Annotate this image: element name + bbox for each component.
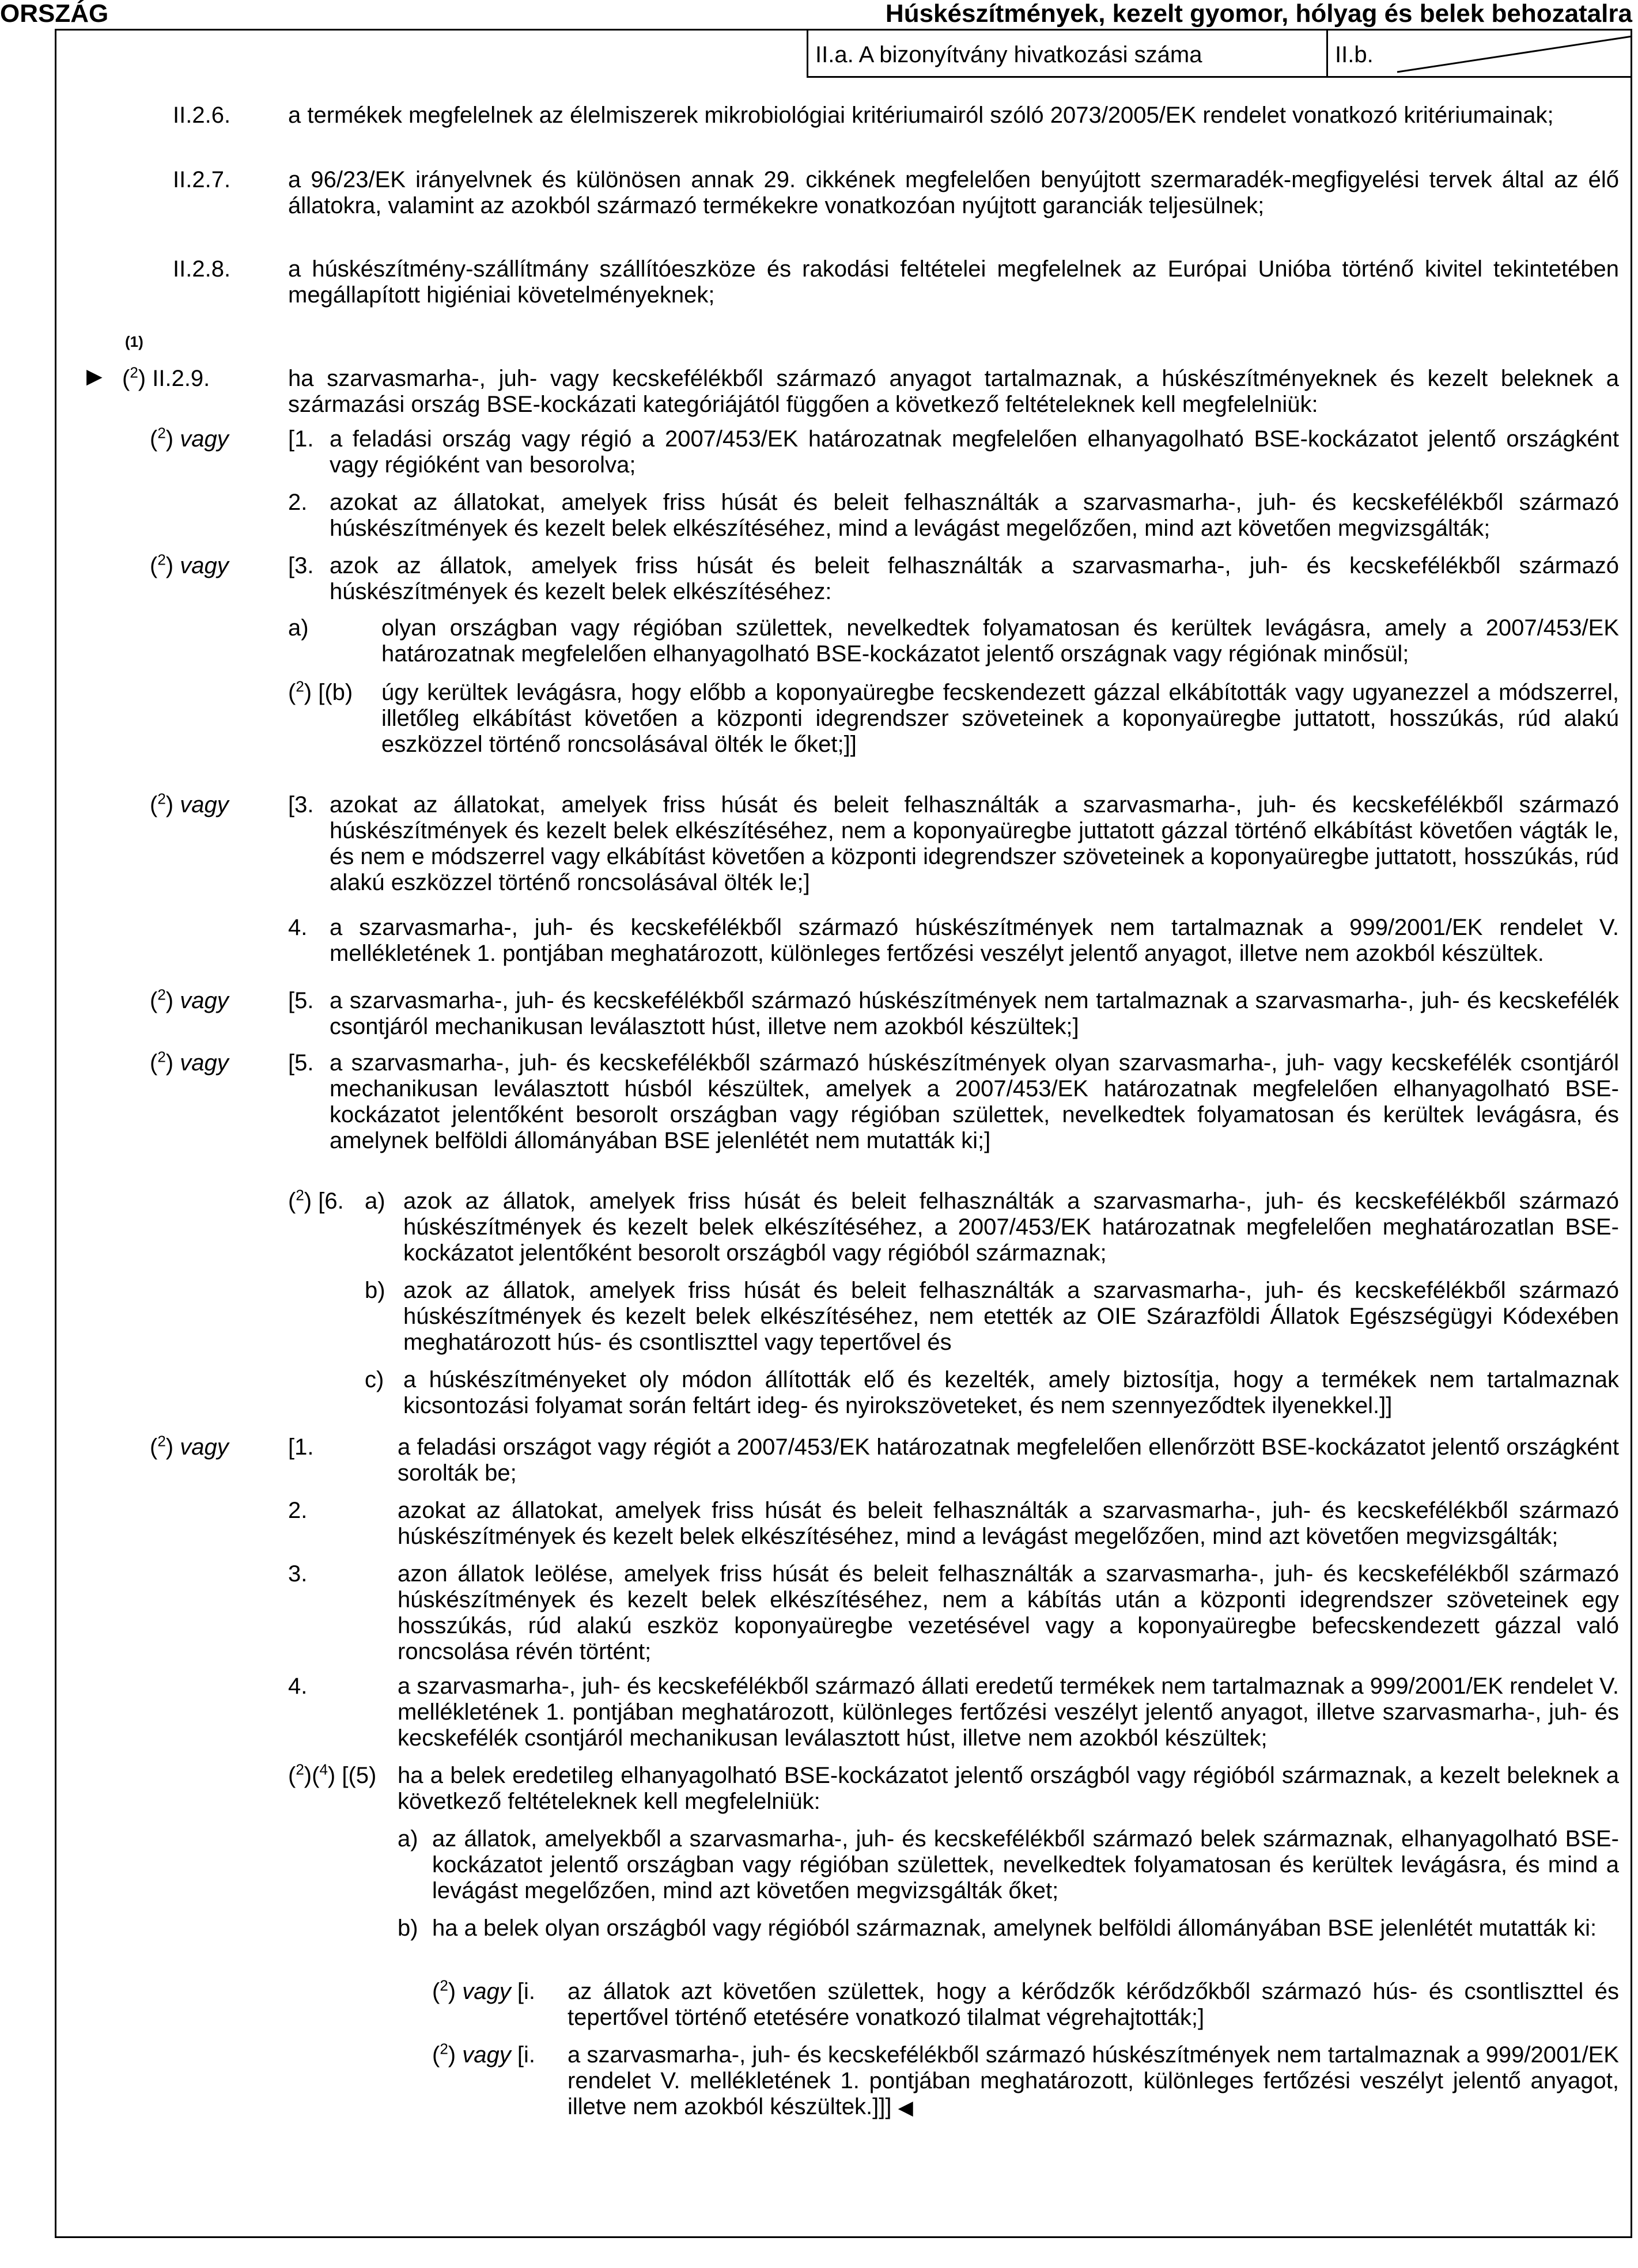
point-lead: [6. — [318, 1188, 344, 1214]
point-text: azon állatok leölése, amelyek friss húsát és beleit felhasználták a szarvasmarha-, juh- és kecskefélékből származó húskészítmények és kezelt belek elkészítéséhez, nem a kábítás után a központi idegrendszer szöveteinek egy hosszúkás, rúd alakú eszköz koponyaüregbe vezetésével vagy a koponyaüregbe befecskendezett gázzal való roncsolása révén történt; — [398, 1561, 1619, 1664]
point-text: úgy kerültek levágásra, hogy előbb a koponyaüregbe fecskendezett gázzal elkábították vagy ugyanezzel a módszerrel, illetőleg elkábítást követően a központi idegrendszer szöveteinek a koponyaüregbe juttatott, hosszúkás, rúd alakú eszközzel történő roncsolásával ölték le őket;]] — [381, 680, 1619, 757]
point-lead: [3. — [288, 553, 314, 578]
point-lead: 4. — [288, 915, 308, 940]
point-lead: b) — [365, 1278, 385, 1303]
point-text: ha a belek olyan országból vagy régióból származnak, amelynek belföldi állományában BSE jelenlétét mutatták ki: — [432, 1915, 1597, 1941]
option-vagy: vagy — [180, 553, 229, 578]
footnote-ref: 2 — [157, 1432, 166, 1450]
item-number: II.2.8. — [173, 256, 231, 282]
point-lead: c) — [365, 1367, 384, 1392]
point-text: a feladási ország vagy régió a 2007/453/EK határozatnak megfelelően elhanyagolható BSE-kockázatot jelentő országként vagy régióként van besorolva; — [330, 426, 1619, 478]
point-lead: [i. — [517, 2042, 535, 2068]
option-vagy: vagy — [180, 1434, 229, 1460]
cert-ref-cell — [807, 29, 1328, 78]
cert-ref-label: II.a. A bizonyítvány hivatkozási száma — [815, 42, 1202, 67]
point-lead: [5. — [288, 1050, 314, 1076]
point-lead: [i. — [517, 1979, 535, 2004]
page-title: Húskészítmények, kezelt gyomor, hólyag és belek behozatalra — [885, 0, 1632, 28]
point-lead: [(b) — [318, 680, 353, 705]
diagonal-strike — [1328, 31, 1632, 77]
point-text: azokat az állatokat, amelyek friss húsát és beleit felhasználták a szarvasmarha-, juh- és kecskefélékből származó húskészítmények és kezelt belek elkészítéséhez, nem a koponyaüregbe juttatott gázzal történő elkábítást követően vágták le, és nem e módszerrel vagy elkábítást követően a központi idegrendszer szöveteinek a koponyaüregbe juttatott, hosszúkás, rúd alakú eszközzel történő roncsolásával ölték le;] — [330, 792, 1619, 895]
footnote-ref: 2 — [296, 1760, 304, 1778]
point-lead: [1. — [288, 1434, 314, 1460]
iib-label: II.b. — [1335, 42, 1374, 67]
footnote-ref: 2 — [157, 1048, 166, 1066]
footnote-ref: 2 — [130, 364, 138, 381]
point-lead: [3. — [288, 792, 314, 817]
item-number: II.2.9. — [152, 366, 210, 391]
point-lead: [1. — [288, 426, 314, 452]
item-text: a termékek megfelelnek az élelmiszerek mikrobiológiai kritériumairól szóló 2073/2005/EK rendelet vonatkozó kritériumainak; — [288, 103, 1554, 128]
item-number: II.2.6. — [173, 103, 231, 128]
footnote-ref: 2 — [296, 1186, 304, 1204]
point-text: a szarvasmarha-, juh- és kecskefélékből származó húskészítmények nem tartalmaznak a 999/2001/EK rendelet V. mellékletének 1. pontjában meghatározott, különleges fertőzési veszélyt jelentő anyagot, illetve nem azokból készültek. — [330, 915, 1619, 966]
option-vagy: vagy — [462, 2042, 511, 2068]
point-lead: [5. — [288, 988, 314, 1013]
footnote-ref: 2 — [440, 2040, 448, 2058]
option-vagy: vagy — [180, 426, 229, 452]
point-text: a húskészítményeket oly módon állították elő és kezelték, amely biztosítja, hogy a termékek nem tartalmaznak kicsontozási folyamat során feltárt ideg- és nyirokszöveteket, és nem szennyeződtek ilyenekkel.]] — [403, 1367, 1619, 1418]
item-number: II.2.7. — [173, 167, 231, 192]
point-text: a feladási országot vagy régiót a 2007/453/EK határozatnak megfelelően ellenőrzött BSE-kockázatot jelentő országként sorolták be; — [398, 1434, 1619, 1486]
point-lead: a) — [398, 1826, 418, 1851]
option-vagy: vagy — [180, 792, 229, 817]
point-text: a szarvasmarha-, juh- és kecskefélékből származó állati eredetű termékek nem tartalmaznak a 999/2001/EK rendelet V. mellékletének 1. pontjában meghatározott, különleges fertőzési veszélyt jelentő anyagot, illetve szarvasmarha-, juh- és kecskefélék csontjáról mechanikusan leválasztott húst, illetve nem azokból készültek; — [398, 1673, 1619, 1751]
point-lead: 3. — [288, 1561, 308, 1587]
point-text: a szarvasmarha-, juh- és kecskefélékből származó húskészítmények nem tartalmaznak a szarvasmarha-, juh- és kecskefélék csontjáról mechanikusan leválasztott húst, illetve nem azokból készültek;] — [330, 988, 1619, 1039]
footnote-ref: 2 — [157, 986, 166, 1004]
change-start-icon: ▶ — [86, 364, 103, 388]
point-lead: 2. — [288, 1498, 308, 1523]
point-text: azokat az állatokat, amelyek friss húsát és beleit felhasználták a szarvasmarha-, juh- és kecskefélékből származó húskészítmények és kezelt belek elkészítéséhez, mind a levágást megelőzően, mind azt követően megvizsgálták; — [330, 490, 1619, 541]
option-vagy: vagy — [462, 1979, 511, 2004]
footnote-ref: 2 — [296, 677, 304, 695]
point-text: a szarvasmarha-, juh- és kecskefélékből származó húskészítmények nem tartalmaznak a 999/2001/EK rendelet V. mellékletének 1. pontjában meghatározott, különleges fertőzési veszélyt jelentő anyagot, illetve nem azokból készültek.]]] — [568, 2042, 1619, 2119]
iib-cell — [1326, 29, 1632, 78]
point-text: azok az állatok, amelyek friss húsát és beleit felhasználták a szarvasmarha-, juh- és kecskefélékből származó húskészítmények és kezelt belek elkészítéséhez: — [330, 553, 1619, 604]
footnote-ref: 2 — [157, 424, 166, 442]
point-text: az állatok azt követően születtek, hogy a kérődzők kérődzőkből származó hús- és csontliszttel és tepertővel történő etetésére vonatkozó tilalmat végrehajtották;] — [568, 1979, 1619, 2030]
point-lead: 2. — [288, 490, 308, 515]
item-text: a húskészítmény-szállítmány szállítóeszköze és rakodási feltételei megfelelnek az Európai Unióba történő kivitel tekintetében megállapított higiéniai követelményeknek; — [288, 256, 1619, 308]
country-label: ORSZÁG — [0, 0, 109, 28]
option-vagy: vagy — [180, 988, 229, 1013]
point-text: olyan országban vagy régióban születtek, nevelkedtek folyamatosan és kerültek levágásra, amely a 2007/453/EK határozatnak megfelelően elhanyagolható BSE-kockázatot jelentő országnak vagy régiónak minősül; — [381, 615, 1619, 667]
point-lead: 4. — [288, 1673, 308, 1699]
footnote-ref: 4 — [319, 1760, 328, 1778]
point-text: azok az állatok, amelyek friss húsát és beleit felhasználták a szarvasmarha-, juh- és kecskefélékből származó húskészítmények és kezelt belek elkészítéséhez, nem etették az OIE Szárazföldi Állatok Egészségügyi Kódexében meghatározott hús- és csontliszttel vagy tepertővel és — [403, 1278, 1619, 1355]
point-text: a szarvasmarha-, juh- és kecskefélékből származó húskészítmények olyan szarvasmarha-, juh- vagy kecskefélék csontjáról mechanikusan leválasztott húsból készültek, amelyek a 2007/453/EK határozatnak megfelelően elhanyagolható BSE-kockázatot jelentőként besorolt országban vagy régióban születtek, nevelkedtek folyamatosan és kerültek levágásra, és amelynek belföldi állományában BSE jelenlétét nem mutatták ki;] — [330, 1050, 1619, 1153]
option-vagy: vagy — [180, 1050, 229, 1076]
point-text: az állatok, amelyekből a szarvasmarha-, juh- és kecskefélékből származó belek származnak, elhanyagolható BSE-kockázatot jelentő országban vagy régióban születtek, nevelkedtek folyamatosan és kerültek levágásra, és mind a levágást megelőzően, mind azt követően megvizsgálták őket; — [432, 1826, 1619, 1903]
point-text: ha a belek eredetileg elhanyagolható BSE-kockázatot jelentő országból vagy régióból származnak, a kezelt beleknek a következő feltételeknek kell megfelelniük: — [398, 1763, 1619, 1814]
item-text: ha szarvasmarha-, juh- vagy kecskefélékből származó anyagot tartalmaznak, a húskészítményeknek és kezelt beleknek a származási ország BSE-kockázati kategóriájától függően a következő feltételeknek kell megfelelniük: — [288, 366, 1619, 417]
point-lead: a) — [365, 1188, 385, 1214]
footnote-ref: 2 — [440, 1977, 448, 1994]
footnote-marker: (1) — [125, 333, 143, 350]
point-text: azok az állatok, amelyek friss húsát és beleit felhasználták a szarvasmarha-, juh- és kecskefélékből származó húskészítmények és kezelt belek elkészítéséhez, a 2007/453/EK határozatnak megfelelően meghatározatlan BSE-kockázatot jelentőként besorolt országból vagy régióból származnak; — [403, 1188, 1619, 1266]
point-lead: [(5) — [342, 1763, 377, 1788]
change-end-icon: ◀ — [898, 2097, 913, 2119]
footnote-ref: 2 — [157, 551, 166, 569]
point-lead: b) — [398, 1915, 418, 1941]
footnote-ref: 2 — [157, 790, 166, 808]
point-lead: a) — [288, 615, 309, 641]
item-text: a 96/23/EK irányelvnek és különösen annak 29. cikkének megfelelően benyújtott szermaradék-megfigyelési tervek által az élő állatokra, valamint az azokból származó termékekre vonatkozóan nyújtott garanciák teljesülnek; — [288, 167, 1619, 218]
point-text: azokat az állatokat, amelyek friss húsát és beleit felhasználták a szarvasmarha-, juh- és kecskefélékből származó húskészítmények és kezelt belek elkészítéséhez, mind a levágást megelőzően, mind azt követően megvizsgálták; — [398, 1498, 1619, 1549]
